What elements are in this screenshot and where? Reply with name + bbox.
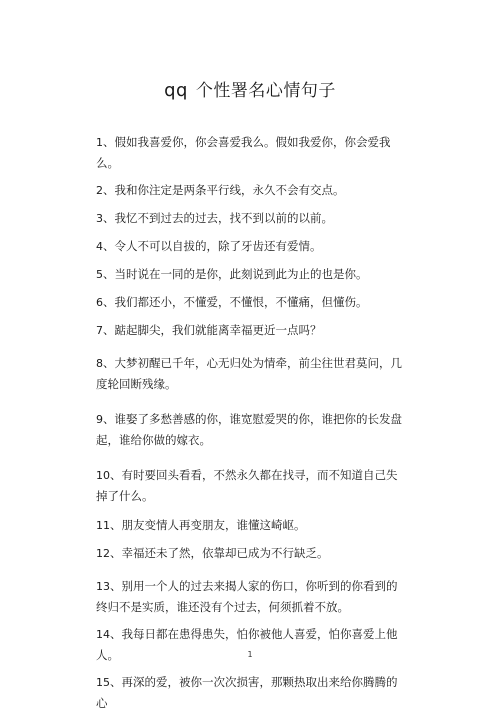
- list-item: [96, 236, 408, 257]
- item-number: 8: [96, 357, 103, 370]
- item-number: 14: [96, 628, 110, 641]
- item-number: 2: [96, 184, 103, 197]
- list-item: [96, 132, 408, 173]
- item-number: 6: [96, 296, 103, 309]
- item-text: 、我忆不到过去的过去，找不到以前的以前。: [103, 211, 333, 225]
- item-number: 12: [96, 547, 110, 560]
- list-item: [96, 292, 408, 313]
- item-number: 1: [96, 136, 103, 149]
- list-item: [96, 465, 408, 506]
- list-item: [96, 320, 408, 341]
- item-number: 5: [96, 268, 103, 281]
- list-item: [96, 264, 408, 285]
- list-item: [96, 353, 408, 394]
- item-text: 、谁娶了多愁善感的你，谁宽慰爱哭的你，谁把你的长发盘起，谁给你做的嫁衣。: [96, 412, 402, 447]
- list-item: [96, 180, 408, 201]
- page-number: 1: [247, 650, 253, 659]
- list-item: [96, 208, 408, 229]
- page-title: [0, 76, 500, 101]
- item-number: 7: [96, 324, 103, 337]
- item-number: 3: [96, 212, 103, 225]
- item-number: 10: [96, 469, 110, 482]
- item-number: 4: [96, 240, 103, 253]
- quote-list: [96, 132, 408, 713]
- item-number: 15: [96, 676, 110, 689]
- item-text: 、朋友变情人再变朋友，谁懂这崎岖。: [110, 518, 306, 532]
- item-text: 、幸福还未了然，依靠却已成为不行缺乏。: [110, 546, 329, 560]
- list-item: [96, 543, 408, 564]
- item-text: 、我们都还小，不懂爱，不懂恨，不懂痛，但懂伤。: [103, 295, 368, 309]
- item-text: 、再深的爱，被你一次次损害，那颗热取出来给你腾腾的心: [96, 675, 398, 710]
- item-text: 、当时说在一同的是你，此刻说到此为止的也是你。: [103, 267, 368, 281]
- item-number: 11: [96, 519, 110, 532]
- item-text: 、大梦初醒已千年，心无归处为情牵，前尘往世君莫问，几度轮回断残缘。: [96, 356, 402, 391]
- item-number: 9: [96, 413, 103, 426]
- item-text: 、我每日都在患得患失，怕你被他人喜爱，怕你喜爱上他人。: [96, 627, 398, 662]
- list-item: [96, 409, 408, 450]
- title-prefix: qq: [164, 80, 188, 101]
- item-text: 、假如我喜爱你，你会喜爱我么。假如我爱你，你会爱我么。: [96, 135, 391, 170]
- item-text: 、踮起脚尖，我们就能离幸福更近一点吗？: [103, 323, 322, 337]
- item-text: 、我和你注定是两条平行线，永久不会有交点。: [103, 183, 345, 197]
- item-text: 、令人不可以自拔的，除了牙齿还有爱情。: [103, 239, 322, 253]
- title-text: 个性署名心情句子: [195, 81, 336, 101]
- list-item: [96, 576, 408, 617]
- list-item: [96, 672, 408, 713]
- item-text: 、别用一个人的过去来揭人家的伤口，你听到的你看到的终归不是实质，谁还没有个过去，何须抓着不放。: [96, 579, 398, 614]
- item-text: 、有时要回头看看，不然永久都在找寻，而不知道自己失掉了什么。: [96, 468, 398, 503]
- list-item: [96, 515, 408, 536]
- item-number: 13: [96, 580, 110, 593]
